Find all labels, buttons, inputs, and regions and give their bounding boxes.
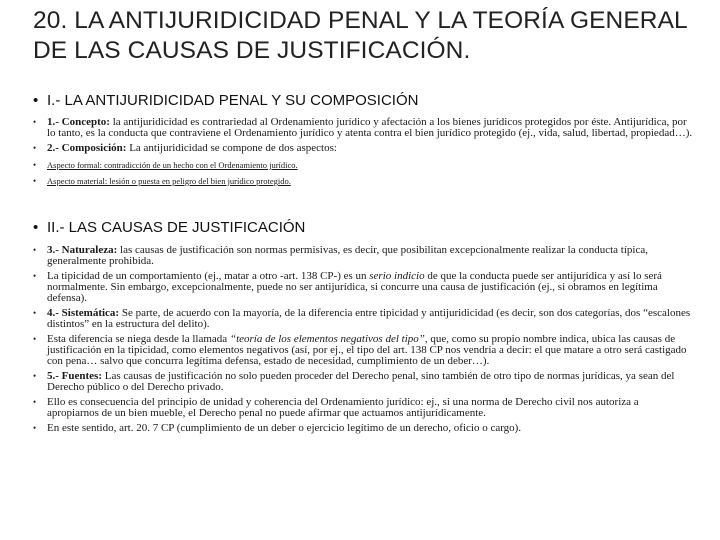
item-text: Las causas de justificación no solo pueden proceder del Derecho penal, sino también de otro tipo de normas jurídicas, ya sean del Derecho público o del Derecho privado. bbox=[47, 370, 675, 393]
item-label: 3.- Naturaleza: bbox=[47, 244, 118, 256]
section-heading-2 bbox=[33, 219, 713, 237]
bullet-icon: • bbox=[33, 271, 37, 281]
bullet-icon: • bbox=[33, 397, 37, 407]
bullet-icon: • bbox=[33, 245, 37, 255]
bullet-icon: • bbox=[33, 308, 37, 318]
item-text: Ello es consecuencia del principio de unidad y coherencia del Ordenamiento jurídico: ej., si una norma de Derecho civil nos autoriza a apropiarnos de un bien mueble, el Derecho penal no puede afirmar que actuamos antijurídicamente. bbox=[47, 396, 639, 419]
section-2-list bbox=[33, 245, 693, 434]
section-heading-1 bbox=[33, 92, 713, 110]
bullet-icon: • bbox=[33, 219, 39, 236]
list-item-elementos-negativos bbox=[33, 334, 693, 367]
item-text-em: “teoría de los elementos negativos del tipo” bbox=[229, 333, 425, 345]
list-item-aspecto-formal bbox=[33, 160, 693, 170]
item-text: La antijuridicidad se compone de dos aspectos: bbox=[126, 142, 337, 154]
section-heading-text: II.- LAS CAUSAS DE JUSTIFICACIÓN bbox=[47, 219, 306, 236]
item-text-post: de que la conducta puede ser antijurídica y así lo será normalmente. Sin embargo, excepcionalmente, puede no ser antijurídica, si concurre una causa de justificación (ej., si obramos en legítima defensa). bbox=[47, 270, 662, 304]
list-item-art-20 bbox=[33, 423, 693, 434]
item-text-post: , que, como su propio nombre indica, ubica las causas de justificación en la tipicidad, como elementos negativos (así, por ej., el tipo del art. 138 CP nos vendría a decir: el que matare a otro será castigado con pena… salvo que concurra legítima defensa, estado de necesidad, cumplimiento de un deber…). bbox=[47, 333, 687, 367]
item-text: Aspecto formal: contradicción de un hecho con el Ordenamiento jurídico. bbox=[47, 160, 298, 170]
bullet-icon: • bbox=[33, 334, 37, 344]
item-text: Aspecto material: lesión o puesta en peligro del bien jurídico protegido. bbox=[47, 176, 291, 186]
section-heading-text: I.- LA ANTIJURIDICIDAD PENAL Y SU COMPOSICIÓN bbox=[47, 92, 419, 109]
bullet-icon: • bbox=[33, 176, 37, 186]
bullet-icon: • bbox=[33, 423, 37, 433]
list-item-aspecto-material bbox=[33, 176, 693, 186]
bullet-icon: • bbox=[33, 160, 37, 170]
item-text-pre: Esta diferencia se niega desde la llamada bbox=[47, 333, 230, 345]
list-item-fuentes bbox=[33, 371, 693, 393]
section-1-list bbox=[33, 117, 693, 186]
item-text: Se parte, de acuerdo con la mayoría, de la diferencia entre tipicidad y antijuridicidad (es decir, son dos categorías, dos “escalones distintos” en la estructura del delito). bbox=[47, 307, 691, 330]
list-item-tipicidad bbox=[33, 271, 693, 304]
list-item-unidad bbox=[33, 397, 693, 419]
item-label: 5.- Fuentes: bbox=[47, 370, 102, 382]
item-label: 2.- Composición: bbox=[47, 142, 127, 154]
item-text-pre: La tipicidad de un comportamiento (ej., matar a otro -art. 138 CP-) es un bbox=[47, 270, 370, 282]
item-label: 1.- Concepto: bbox=[47, 116, 110, 128]
list-item-composicion bbox=[33, 143, 693, 154]
bullet-icon: • bbox=[33, 92, 39, 109]
list-item-sistematica bbox=[33, 308, 693, 330]
item-text-em: serio indicio bbox=[369, 270, 425, 282]
list-item-concepto bbox=[33, 117, 693, 139]
bullet-icon: • bbox=[33, 117, 37, 127]
slide-title: 20. LA ANTIJURIDICIDAD PENAL Y LA TEORÍA GENERAL DE LAS CAUSAS DE JUSTIFICACIÓN. bbox=[33, 7, 687, 64]
item-text: la antijuridicidad es contrariedad al Ordenamiento jurídico y afectación a los bienes jurídicos protegidos por éste. Antijurídica, por lo tanto, es la conducta que contraviene el Ordenamiento jurídico y atenta contra el bien jurídico protegido (ej., vida, salud, libertad, propiedad…). bbox=[47, 116, 693, 139]
item-label: 4.- Sistemática: bbox=[47, 307, 120, 319]
bullet-icon: • bbox=[33, 371, 37, 381]
item-text: En este sentido, art. 20. 7 CP (cumplimiento de un deber o ejercicio legítimo de un derecho, oficio o cargo). bbox=[47, 422, 522, 434]
list-item-naturaleza bbox=[33, 245, 693, 267]
bullet-icon: • bbox=[33, 143, 37, 153]
item-text: las causas de justificación son normas permisivas, es decir, que posibilitan excepcionalmente realizar la conducta típica, generalmente prohibida. bbox=[47, 244, 648, 267]
